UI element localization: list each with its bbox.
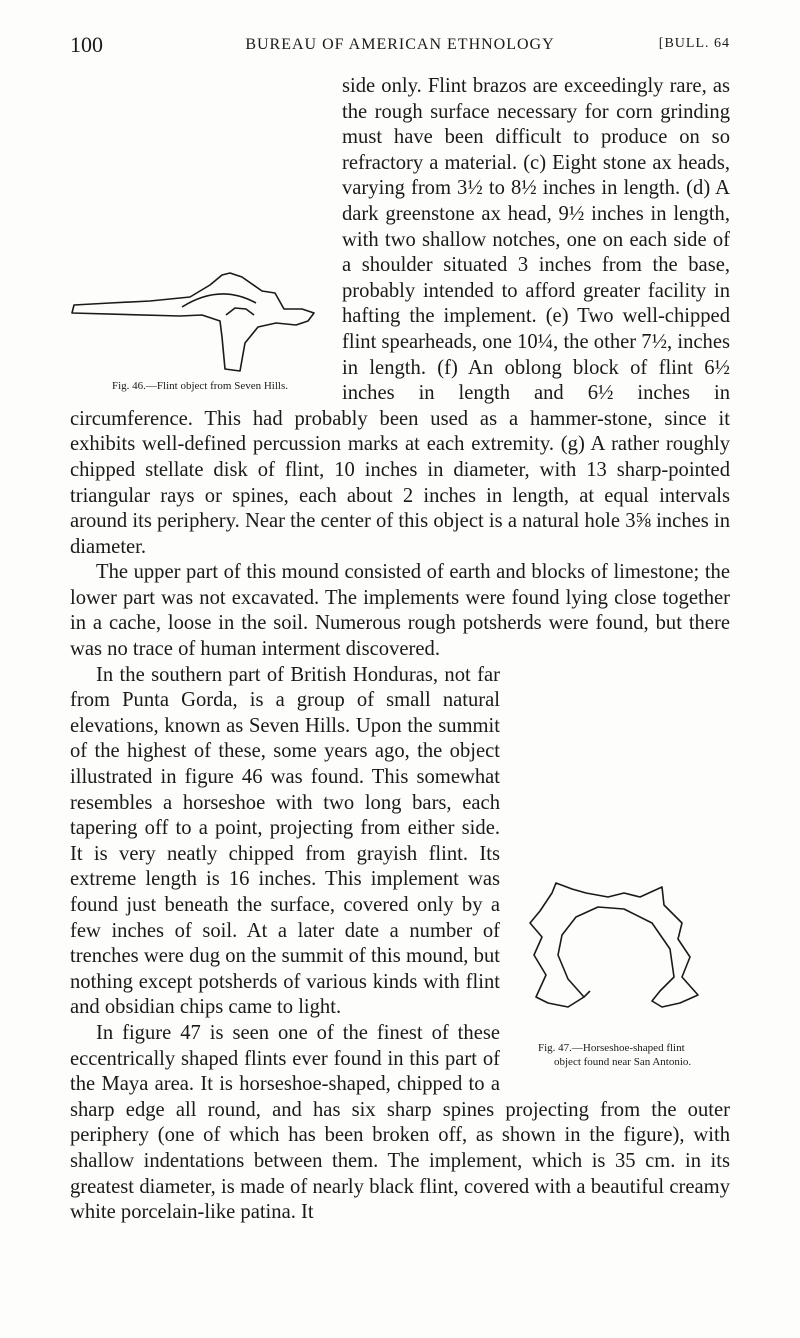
figure-47-caption	[512, 1041, 730, 1069]
bulletin-ref: [BULL. 64	[658, 36, 730, 51]
figure-47	[512, 879, 730, 1091]
running-head: BUREAU OF AMERICAN ETHNOLOGY	[245, 36, 555, 53]
paragraph-3	[70, 663, 730, 1068]
paragraph-2: The upper part of this mound consisted of earth and blocks of limestone; the lower part was not excavated. The implements were found lying close together in a cache, loose in the soil. Numerous rough potsherds were found, but there was no trace of human interment discovered.	[70, 561, 730, 661]
body-text	[70, 74, 730, 1226]
paragraph-1	[70, 74, 730, 560]
flint-object-illustration	[70, 253, 330, 377]
figure-47-caption-line2: object found near San Antonio.	[554, 1055, 692, 1068]
paragraph-4: In figure 47 is seen one of the finest of these eccentrically shaped flints ever found in this part of the Maya area. It is horseshoe-shaped, chipped to a sharp edge all round, and has six sharp spines projecting from the outer periphery (one of which has been broken off, as shown in the figure), with shallow indentations between them. The implement, which is 35 cm. in its greatest diameter, is made of nearly black flint, covered with a beautiful creamy white porcelain-like patina. It	[70, 1021, 730, 1224]
figure-47-caption-line1: Fig. 47.—Horseshoe-shaped flint	[538, 1041, 685, 1054]
page-number: 100	[70, 32, 103, 57]
paragraph-3-text: In the southern part of British Honduras, not far from Punta Gorda, is a group of small natural elevations, known as Seven Hills. Upon the summit of the highest of these, some years ago, the object illustrated in figure 46 was found. This somewhat resembles a horseshoe with two long bars, each tapering off to a point, projecting from either side. It is very neatly chipped from grayish flint. Its extreme length is 16 inches. This implement was found just beneath the surface, covered only by a few inches of soil. At a later date a number of trenches were dug on the summit of this mound, but nothing except potsherds of various kinds with flint and obsidian chips came to light.	[70, 663, 500, 1019]
horseshoe-flint-illustration	[512, 879, 730, 1035]
page-header	[70, 32, 730, 62]
paragraph-1-text: side only. Flint brazos are exceedingly rare, as the rough surface necessary for corn grinding must have been difficult to produce on so refractory a material. (c) Eight stone ax heads, varying from 3½ to 8½ inches in length. (d) A dark greenstone ax head, 9½ inches in length, with two shallow notches, one on each side of a shoulder situated 3 inches from the base, probably intended to afford greater facility in hafting the implement. (e) Two well-chipped flint spearheads, one 10¼, the other 7½, inches in length. (f) An oblong block of flint 6½ inches in length and 6½ inches in circumference. This had probably been used as a hammer-stone, since it exhibits well-defined percussion marks at each extremity. (g) A rather roughly chipped stellate disk of flint, 10 inches in diameter, with 13 sharp-pointed triangular rays or spines, each about 2 inches in length, at equal intervals around its periphery. Near the center of this object is a natural hole 3⅝ inches in diameter.	[70, 75, 730, 558]
figure-46	[70, 253, 330, 405]
figure-46-caption: Fig. 46.—Flint object from Seven Hills.	[112, 380, 288, 392]
